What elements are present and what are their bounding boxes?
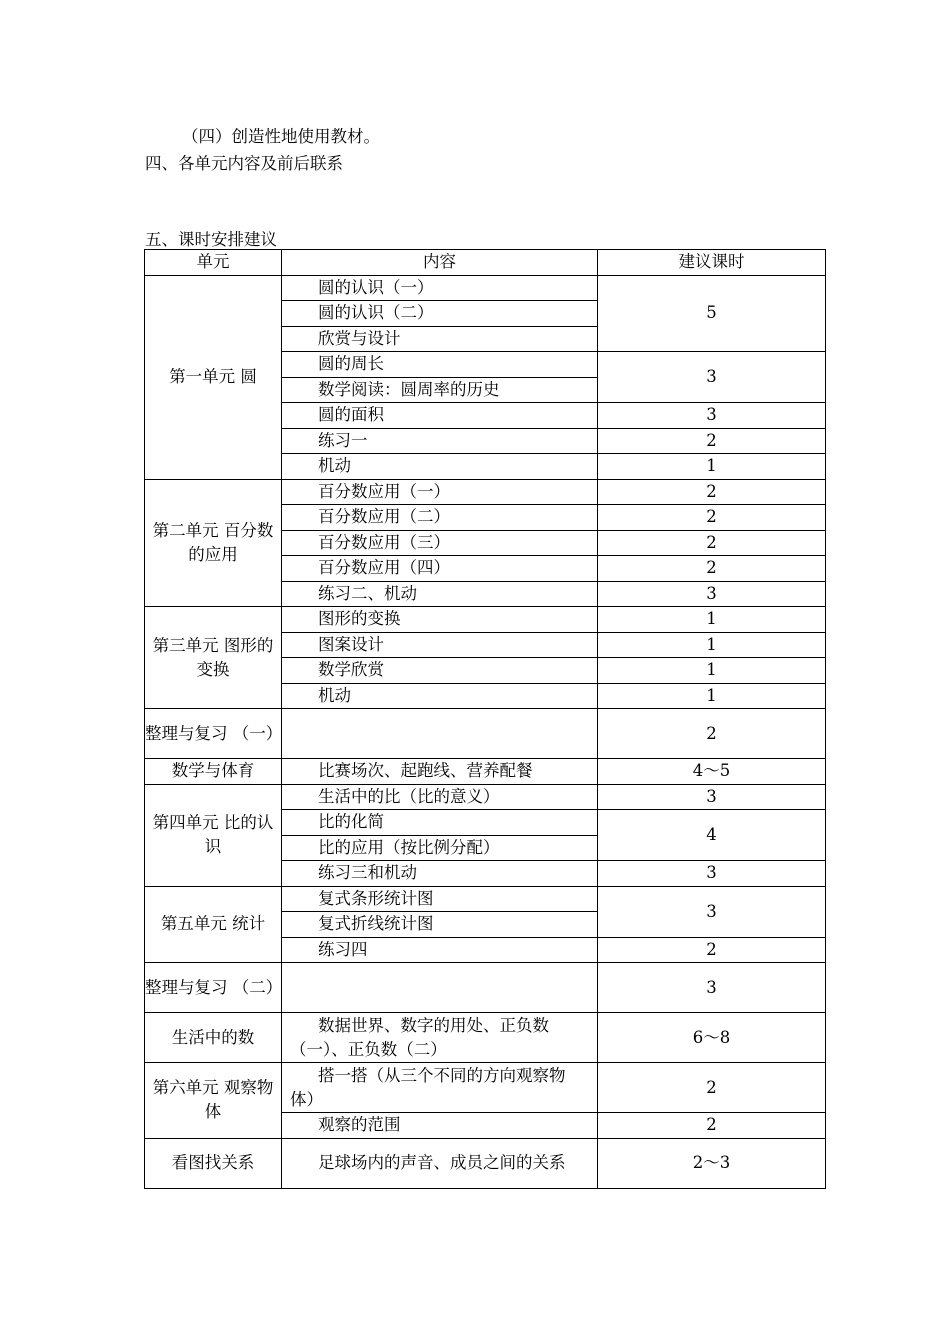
content-cell: 观察的范围 bbox=[282, 1113, 598, 1139]
content-cell: 搭一搭（从三个不同的方向观察物体） bbox=[282, 1063, 598, 1113]
content-cell: 练习三和机动 bbox=[282, 861, 598, 887]
content-cell: 练习二、机动 bbox=[282, 581, 598, 607]
unit-cell: 第四单元 比的认识 bbox=[145, 784, 282, 886]
hours-cell: 4～5 bbox=[598, 759, 826, 785]
hours-cell: 2 bbox=[598, 709, 826, 759]
table-row bbox=[145, 886, 826, 912]
hours-cell: 3 bbox=[598, 352, 826, 403]
unit-cell: 第六单元 观察物体 bbox=[145, 1063, 282, 1139]
content-cell: 比赛场次、起跑线、营养配餐 bbox=[282, 759, 598, 785]
table-header-row bbox=[145, 250, 826, 276]
content-cell: 比的应用（按比例分配） bbox=[282, 835, 598, 861]
content-cell: 比的化简 bbox=[282, 810, 598, 836]
content-cell: 百分数应用（二） bbox=[282, 505, 598, 531]
unit-cell: 看图找关系 bbox=[145, 1138, 282, 1188]
unit-cell: 生活中的数 bbox=[145, 1013, 282, 1063]
header-content: 内容 bbox=[282, 250, 598, 276]
content-cell: 数据世界、数字的用处、正负数（一）、正负数（二） bbox=[282, 1013, 598, 1063]
table-row bbox=[145, 963, 826, 1013]
table-row bbox=[145, 1138, 826, 1188]
content-cell: 足球场内的声音、成员之间的关系 bbox=[282, 1138, 598, 1188]
content-cell: 百分数应用（三） bbox=[282, 530, 598, 556]
hours-cell: 1 bbox=[598, 658, 826, 684]
unit-cell: 第一单元 圆 bbox=[145, 275, 282, 479]
hours-cell: 3 bbox=[598, 861, 826, 887]
content-cell: 机动 bbox=[282, 683, 598, 709]
content-cell: 欣赏与设计 bbox=[282, 326, 598, 352]
hours-cell: 2 bbox=[598, 505, 826, 531]
unit-cell: 整理与复习 （二） bbox=[145, 963, 282, 1013]
table-row bbox=[145, 759, 826, 785]
hours-cell: 1 bbox=[598, 632, 826, 658]
content-cell: 百分数应用（一） bbox=[282, 479, 598, 505]
content-cell: 练习四 bbox=[282, 937, 598, 963]
header-hours: 建议课时 bbox=[598, 250, 826, 276]
table-row bbox=[145, 709, 826, 759]
content-cell: 复式条形统计图 bbox=[282, 886, 598, 912]
hours-cell: 3 bbox=[598, 886, 826, 937]
hours-cell: 1 bbox=[598, 454, 826, 480]
table-row bbox=[145, 784, 826, 810]
hours-cell: 1 bbox=[598, 683, 826, 709]
content-cell: 百分数应用（四） bbox=[282, 556, 598, 582]
hours-cell: 2 bbox=[598, 556, 826, 582]
paragraph-use-textbook: （四）创造性地使用教材。 bbox=[182, 127, 380, 146]
hours-cell: 1 bbox=[598, 607, 826, 633]
table-row bbox=[145, 1063, 826, 1113]
table-row bbox=[145, 275, 826, 301]
content-cell: 练习一 bbox=[282, 428, 598, 454]
hours-cell: 2 bbox=[598, 428, 826, 454]
unit-cell: 整理与复习 （一） bbox=[145, 709, 282, 759]
schedule-table bbox=[144, 249, 826, 1189]
content-cell: 圆的周长 bbox=[282, 352, 598, 378]
hours-cell: 3 bbox=[598, 581, 826, 607]
content-cell: 数学欣赏 bbox=[282, 658, 598, 684]
hours-cell: 2 bbox=[598, 1063, 826, 1113]
heading-schedule-suggestion: 五、课时安排建议 bbox=[145, 230, 277, 249]
content-cell: 图形的变换 bbox=[282, 607, 598, 633]
content-cell: 图案设计 bbox=[282, 632, 598, 658]
unit-cell: 第五单元 统计 bbox=[145, 886, 282, 963]
content-cell: 生活中的比（比的意义） bbox=[282, 784, 598, 810]
header-unit: 单元 bbox=[145, 250, 282, 276]
hours-cell: 2 bbox=[598, 530, 826, 556]
table-row bbox=[145, 1013, 826, 1063]
table-row bbox=[145, 607, 826, 633]
hours-cell: 5 bbox=[598, 275, 826, 352]
hours-cell: 3 bbox=[598, 403, 826, 429]
unit-cell: 数学与体育 bbox=[145, 759, 282, 785]
content-cell: 圆的面积 bbox=[282, 403, 598, 429]
content-cell: 复式折线统计图 bbox=[282, 912, 598, 938]
hours-cell: 6～8 bbox=[598, 1013, 826, 1063]
hours-cell: 4 bbox=[598, 810, 826, 861]
unit-cell: 第二单元 百分数的应用 bbox=[145, 479, 282, 607]
unit-cell: 第三单元 图形的变换 bbox=[145, 607, 282, 709]
hours-cell: 3 bbox=[598, 963, 826, 1013]
content-cell bbox=[282, 709, 598, 759]
content-cell bbox=[282, 963, 598, 1013]
hours-cell: 2 bbox=[598, 1113, 826, 1139]
content-cell: 圆的认识（一） bbox=[282, 275, 598, 301]
heading-unit-content: 四、各单元内容及前后联系 bbox=[145, 154, 343, 173]
hours-cell: 2～3 bbox=[598, 1138, 826, 1188]
content-cell: 机动 bbox=[282, 454, 598, 480]
hours-cell: 3 bbox=[598, 784, 826, 810]
hours-cell: 2 bbox=[598, 479, 826, 505]
hours-cell: 2 bbox=[598, 937, 826, 963]
content-cell: 数学阅读：圆周率的历史 bbox=[282, 377, 598, 403]
table-row bbox=[145, 479, 826, 505]
content-cell: 圆的认识（二） bbox=[282, 301, 598, 327]
